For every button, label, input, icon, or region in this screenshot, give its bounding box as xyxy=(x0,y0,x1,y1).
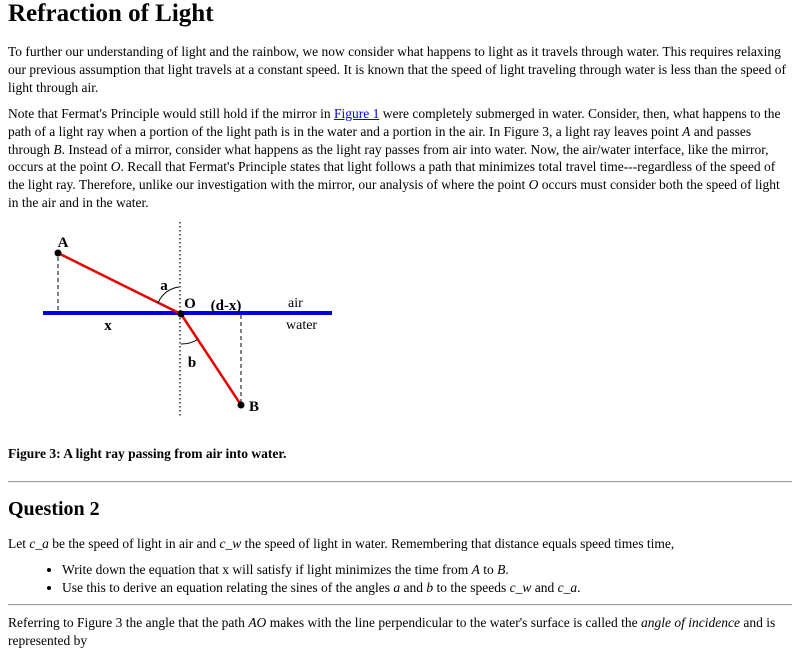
italic-text: O xyxy=(110,159,121,175)
page-title: Refraction of Light xyxy=(8,0,214,27)
italic-text: c_w xyxy=(509,580,532,596)
footer-paragraph: Referring to Figure 3 the angle that the path AO makes with the line perpendicular to the water's surface is called the angle of incidence and is represented by xyxy=(8,614,776,648)
label-distance-x: x xyxy=(104,318,112,335)
italic-text: c_a xyxy=(557,580,578,596)
label-point-a: A xyxy=(57,235,69,252)
italic-text: AO xyxy=(248,614,267,630)
label-angle-a: a xyxy=(160,278,168,295)
section-divider-2 xyxy=(8,604,792,606)
bullet-item-1: • Write down the equation that x will satisfy if light minimizes the time from A to B. xyxy=(62,561,792,579)
italic-text: c_a xyxy=(29,536,49,552)
italic-text: O xyxy=(528,177,539,193)
italic-text: a xyxy=(393,580,401,596)
intro-paragraph-2: Note that Fermat's Principle would still hold if the mirror in Figure 1 were completely submerged in water. Consider, then, what happens to the path of a light ray when a portion of the light path is in the water and a portion in the air. In Figure 3, a light ray leaves point A and passes through B. Instead of a mirror, consider what happens as the light ray passes from air into water. Now, the air/water interface, like the mirror, occurs at the point O. Recall that Fermat's Principle states that light follows a path that minimizes total travel time---regardless of the speed of the light ray. Therefore, unlike our investigation with the mirror, our analysis of where the point O occurs must consider both the speed of light in the air and in the water. xyxy=(8,105,781,211)
angle-b-arc xyxy=(181,340,198,345)
italic-text: b xyxy=(426,580,434,596)
figure-caption: Figure 3: A light ray passing from air into water. xyxy=(8,446,287,462)
label-point-b: B xyxy=(248,399,260,416)
figure-1-link[interactable]: Figure 1 xyxy=(334,105,380,121)
label-air: air xyxy=(288,296,303,312)
italic-text: A xyxy=(682,123,691,139)
question-intro: Let c_a be the speed of light in air and c_w the speed of light in water. Remembering that distance equals speed times time, xyxy=(8,536,675,552)
figure-3-diagram xyxy=(40,220,792,439)
point-b-dot xyxy=(238,402,245,409)
italic-text: c_w xyxy=(219,536,242,552)
italic-text: B xyxy=(497,562,506,578)
refraction-diagram-svg xyxy=(40,220,340,435)
italic-text: A xyxy=(471,562,480,578)
bullet-item-2: • Use this to derive an equation relating the sines of the angles a and b to the speeds c_w and c_a. xyxy=(62,579,792,597)
question-2-heading: Question 2 xyxy=(8,498,100,521)
light-ray-path xyxy=(58,253,241,405)
label-water: water xyxy=(286,318,318,334)
section-divider xyxy=(8,481,792,483)
label-distance-d-minus-x: (d-x) xyxy=(210,298,242,315)
label-angle-b: b xyxy=(187,355,197,372)
label-point-o: O xyxy=(184,296,196,313)
intro-paragraph-1: To further our understanding of light and the rainbow, we now consider what happens to light as it travels through water. This requires relaxing our previous assumption that light travels at a constant speed. It is known that the speed of light traveling through water is less than the speed of light through air. xyxy=(8,43,786,95)
question-bullet-list xyxy=(8,561,792,597)
italic-text: angle of incidence xyxy=(640,614,740,630)
italic-text: B xyxy=(53,141,62,157)
